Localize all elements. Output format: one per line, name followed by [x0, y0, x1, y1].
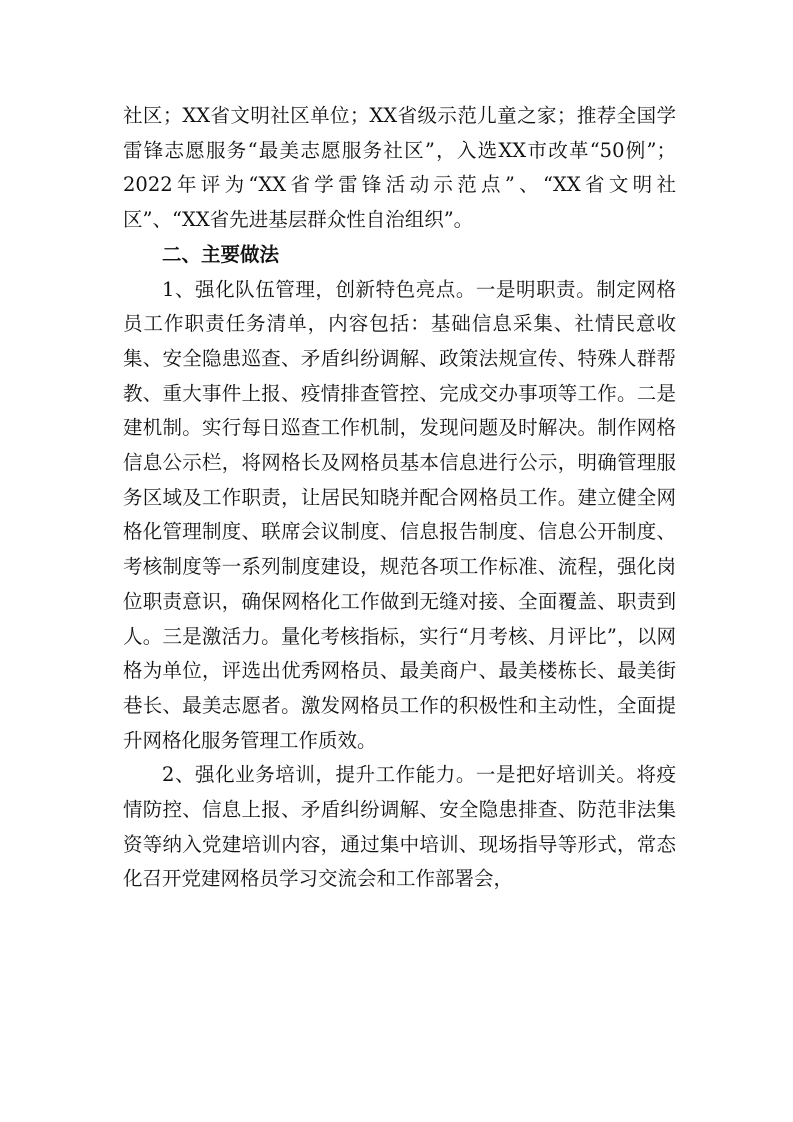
paragraph-point-2: 2、强化业务培训，提升工作能力。一是把好培训关。将疫情防控、信息上报、矛盾纠纷调解、安全隐患排查、防范非法集资等纳入党建培训内容，通过集中培训、现场指导等形式，常态化召开党建网格员学习交流会和工作部署会，: [123, 763, 676, 891]
section-heading-main-practices: 二、主要做法: [162, 242, 280, 266]
paragraph-point-1: 1、强化队伍管理，创新特色亮点。一是明职责。制定网格员工作职责任务清单，内容包括：基础信息采集、社情民意收集、安全隐患巡查、矛盾纠纷调解、政策法规宣传、特殊人群帮教、重大事件上报、疫情排查管控、完成交办事项等工作。二是建机制。实行每日巡查工作机制，发现问题及时解决。制作网格信息公示栏，将网格长及网格员基本信息进行公示，明确管理服务区域及工作职责，让居民知晓并配合网格员工作。建立健全网格化管理制度、联席会议制度、信息报告制度、信息公开制度、考核制度等一系列制度建设，规范各项工作标准、流程，强化岗位职责意识，确保网格化工作做到无缝对接、全面覆盖、职责到人。三是激活力。量化考核指标，实行“月考核、月评比”，以网格为单位，评选出优秀网格员、最美商户、最美楼栋长、最美街巷长、最美志愿者。激发网格员工作的积极性和主动性，全面提升网格化服务管理工作质效。: [123, 277, 676, 752]
paragraph-intro-continued: 社区；XX省文明社区单位；XX省级示范儿童之家；推荐全国学雷锋志愿服务“最美志愿服务社区”，入选XX市改革“50例”；2022年评为“XX省学雷锋活动示范点”、“XX省文明社区”、“XX省先进基层群众性自治组织”。: [123, 104, 676, 232]
document-body: [123, 99, 676, 897]
